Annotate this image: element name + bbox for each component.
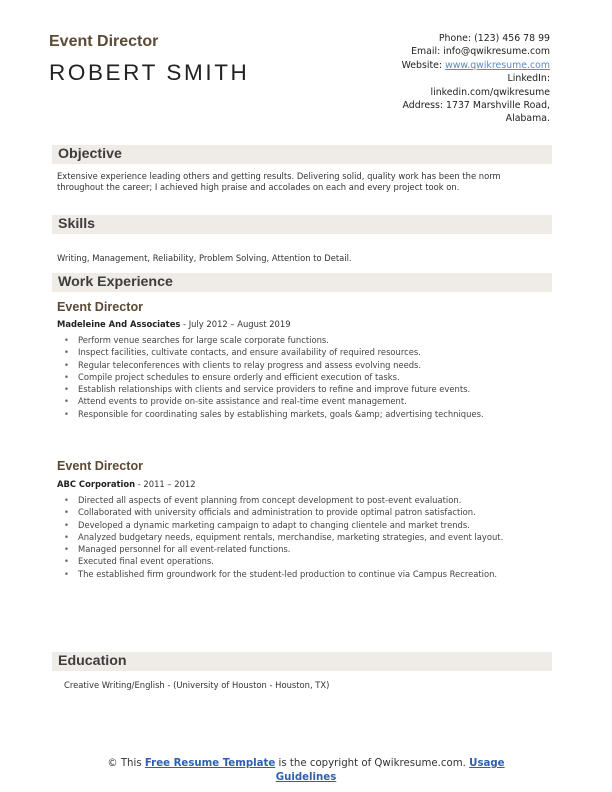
work-experience-header [52,273,552,292]
email-value: info@qwikresume.com [443,46,550,58]
website-link[interactable]: www.qwikresume.com [445,59,550,71]
job-1-dates: - July 2012 – August 2019 [180,319,291,329]
objective-heading: Objective [58,146,122,162]
copyright-footer [0,757,612,784]
skills-heading: Skills [58,216,96,232]
address-line2: Alabama. [505,113,550,125]
list-item: • Executed final event operations. [63,555,551,567]
job-2-company: ABC Corporation [57,479,136,489]
contact-address [320,99,550,112]
contact-email [320,45,550,58]
list-item: • Regular teleconferences with clients to relay progress and assess evolving needs. [63,359,551,371]
website-label: Website: [401,59,443,71]
job-1-company: Madeleine And Associates [57,319,181,329]
email-label: Email: [411,46,441,58]
contact-phone [320,32,550,45]
skills-header [52,215,552,234]
education-heading: Education [58,653,127,669]
job-title: Event Director [49,33,159,50]
skills-text: Writing, Management, Reliability, Problem Solving, Attention to Detail. [57,253,352,263]
list-item: • Attend events to provide on-site assistance and real-time event management. [63,395,551,407]
list-item: • Inspect facilities, cultivate contacts, and ensure availability of required resources. [63,346,551,358]
usage-guidelines-link-part1[interactable]: Usage [469,758,505,769]
list-item: • Perform venue searches for large scale corporate functions. [63,334,551,346]
work-experience-heading: Work Experience [58,274,173,290]
list-item: • Managed personnel for all event-related functions. [63,543,551,555]
phone-value: (123) 456 78 99 [474,33,550,44]
objective-header [52,145,552,164]
job-2-employer [57,479,196,489]
candidate-name: ROBERT SMITH [49,60,250,85]
phone-label: Phone: [438,33,472,44]
free-resume-template-link[interactable]: Free Resume Template [144,758,276,769]
job-1-title: Event Director [57,300,144,314]
list-item: • Directed all aspects of event planning from concept development to post-event evaluation. [63,494,551,506]
job-2-dates: - 2011 – 2012 [135,479,196,489]
job-2-title: Event Director [57,459,144,473]
list-item: • Compile project schedules to ensure orderly and efficient execution of tasks. [63,371,551,383]
contact-block [320,32,550,126]
contact-website [320,59,550,72]
education-header [52,652,552,671]
job-2-bullets [63,494,551,580]
address-line1: 1737 Marshville Road, [446,100,550,112]
footer-middle: is the copyright of Qwikresume.com. [275,758,470,769]
job-1-employer [57,319,291,329]
list-item: • Collaborated with university officials and administration to provide optimal patron satisfaction. [63,506,551,518]
contact-linkedin-label: LinkedIn: [507,73,550,85]
address-label: Address: [402,100,444,112]
list-item: • Analyzed budgetary needs, equipment rentals, merchandise, marketing strategies, and event layout. [63,531,551,543]
list-item: • Establish relationships with clients and service providers to refine and improve future events. [63,383,551,395]
footer-prefix: © This [107,758,145,769]
list-item: • The established firm groundwork for the student-led production to continue via Campus Recreation. [63,568,551,580]
job-1-bullets [63,334,551,420]
education-text: Creative Writing/English - (University of Houston - Houston, TX) [64,680,330,690]
objective-text: Extensive experience leading others and getting results. Delivering solid, quality work has been the norm throughout the career; I achieved high praise and accolades on each and every project took on. [57,171,501,192]
usage-guidelines-link-part2[interactable]: Guidelines [275,771,337,783]
list-item: • Developed a dynamic marketing campaign to adapt to changing clientele and market trends. [63,519,551,531]
contact-linkedin-value: linkedin.com/qwikresume [430,86,550,98]
list-item: • Responsible for coordinating sales by establishing markets, goals &amp; advertising techniques. [63,408,551,420]
